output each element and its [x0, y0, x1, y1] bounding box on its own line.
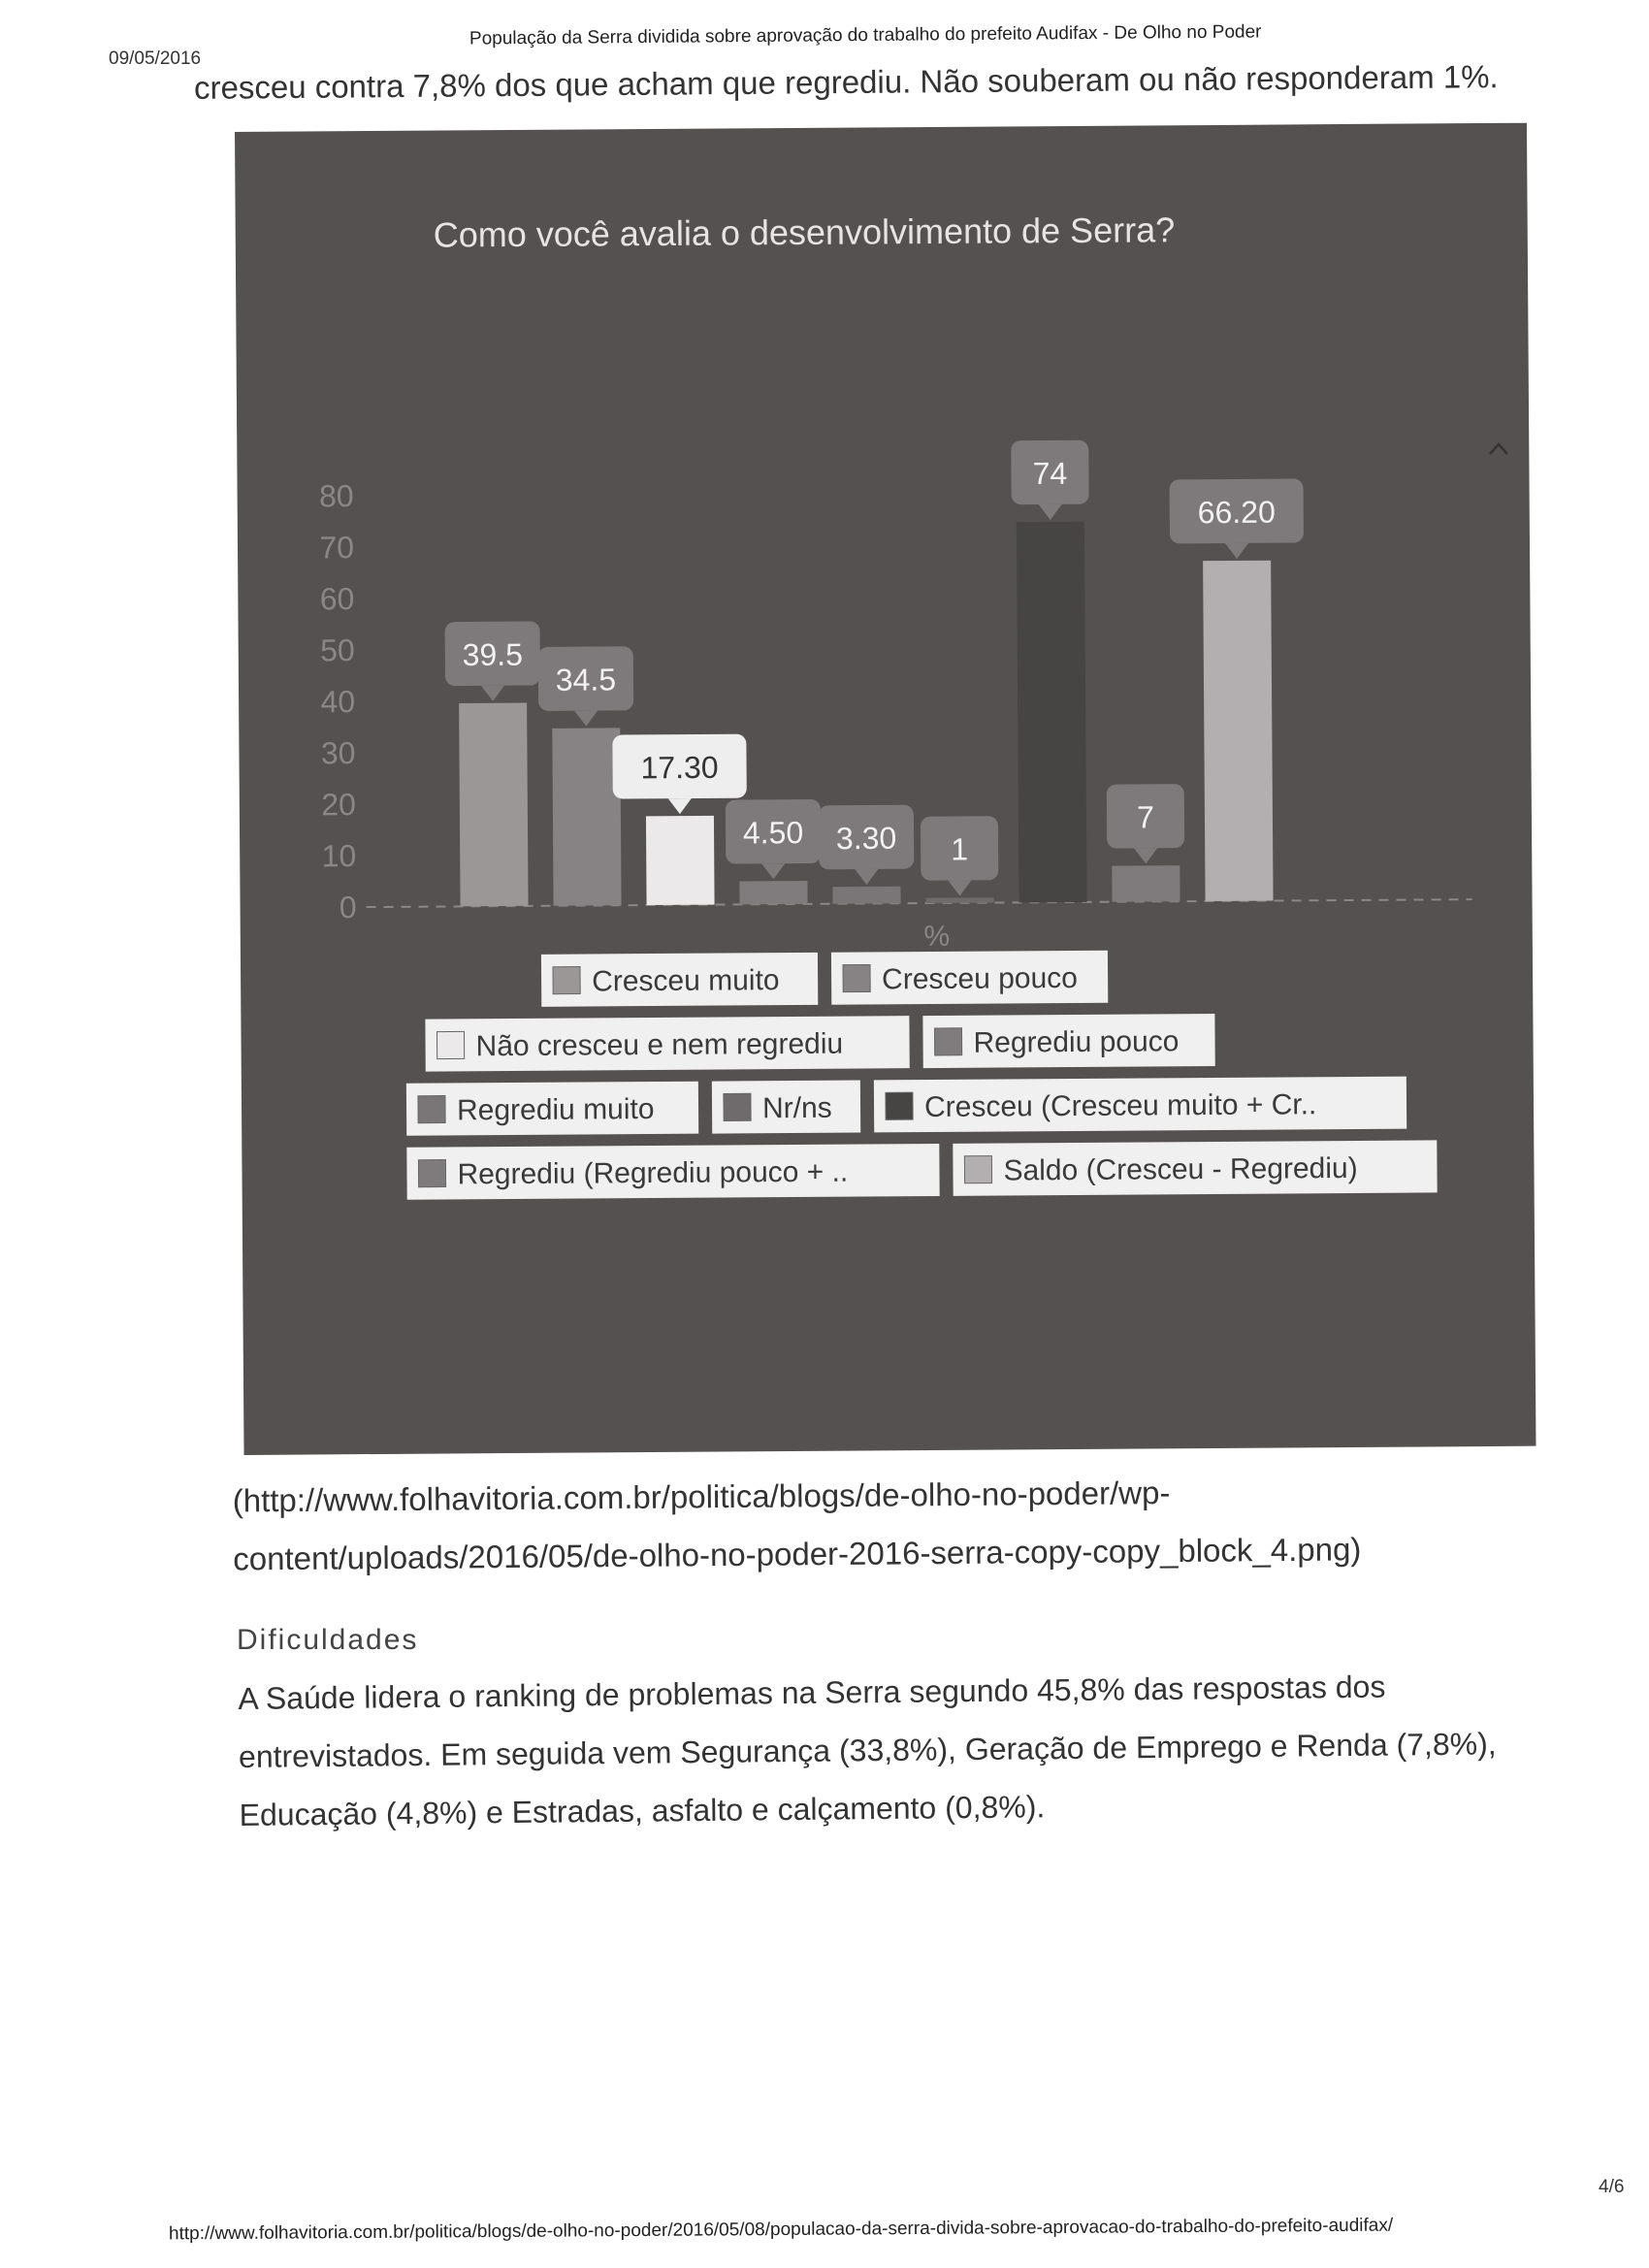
source-line: content/uploads/2016/05/de-olho-no-poder-2016-serra-copy-copy_block_4.png) — [233, 1531, 1362, 1577]
data-label-callout — [538, 646, 634, 727]
baseline — [367, 899, 1472, 907]
bar — [459, 703, 528, 907]
legend-item — [712, 1081, 860, 1134]
y-tick-label: 60 — [319, 581, 355, 617]
legend-swatch — [436, 1031, 464, 1058]
legend-label: Cresceu muito — [592, 964, 780, 998]
legend-item — [541, 953, 818, 1007]
y-tick-label: 50 — [320, 632, 355, 668]
legend-label: Cresceu pouco — [882, 961, 1079, 996]
data-label-callout — [726, 799, 822, 880]
y-tick-label: 30 — [320, 735, 356, 771]
callout-pointer — [855, 869, 878, 885]
print-date: 09/05/2016 — [109, 49, 202, 69]
callout-pointer — [948, 880, 971, 895]
callout-pointer — [1134, 848, 1157, 863]
chart-title: Como você avalia o desenvolvimento de Serra? — [433, 210, 1176, 255]
data-label-callout — [1011, 440, 1089, 521]
bar — [646, 816, 715, 905]
callout-pointer — [481, 686, 504, 701]
callout-pointer — [761, 863, 785, 879]
legend-label: Cresceu (Cresceu muito + Cr.. — [923, 1088, 1317, 1124]
legend-swatch — [418, 1160, 445, 1187]
data-label: 3.30 — [835, 820, 897, 857]
source-line: (http://www.folhavitoria.com.br/politica/blogs/de-olho-no-poder/wp- — [232, 1474, 1171, 1519]
y-tick-label: 10 — [321, 838, 357, 874]
legend-item — [922, 1014, 1214, 1068]
y-tick-label: 0 — [339, 890, 357, 925]
body-line: A Saúde lidera o ranking de problemas na Serra segundo 45,8% das respostas dos — [238, 1669, 1386, 1716]
y-tick-label: 80 — [318, 478, 354, 514]
lead-paragraph: cresceu contra 7,8% dos que acham que regrediu. Não souberam ou não responderam 1%. — [193, 58, 1499, 106]
y-tick-label: 70 — [319, 530, 355, 566]
body-line: entrevistados. Em seguida vem Segurança (33,8%), Geração de Emprego e Renda (7,8%), — [238, 1726, 1497, 1774]
print-page-title: População da Serra dividida sobre aprovação do trabalho do prefeito Audifax - De Olho no Poder — [469, 21, 1262, 49]
section-heading: Dificuldades — [237, 1624, 419, 1656]
legend-swatch — [934, 1028, 961, 1055]
legend-label: Não cresceu e nem regrediu — [475, 1027, 844, 1063]
data-label: 74 — [1032, 455, 1068, 492]
legend-swatch — [964, 1156, 991, 1183]
callout-pointer — [574, 711, 598, 727]
data-label: 34.5 — [555, 662, 617, 697]
data-label: 66.20 — [1197, 494, 1276, 531]
data-label-callout — [921, 816, 999, 896]
x-axis-label: % — [923, 920, 951, 954]
legend-label: Regrediu muito — [456, 1093, 655, 1127]
page-number: 4/6 — [1599, 2177, 1625, 2197]
legend-swatch — [843, 964, 870, 991]
legend-item — [406, 1144, 939, 1200]
image-source[interactable] — [233, 1462, 1446, 1589]
legend-swatch — [724, 1093, 751, 1120]
bar — [1203, 561, 1273, 901]
bar — [1017, 522, 1087, 903]
data-label-callout — [612, 734, 747, 815]
legend-label: Nr/ns — [761, 1091, 832, 1125]
legend-item — [831, 951, 1108, 1005]
section-body — [238, 1656, 1530, 1844]
data-label-callout — [1170, 478, 1305, 559]
callout-pointer — [1225, 543, 1248, 559]
legend-item — [425, 1016, 909, 1071]
legend-item — [953, 1140, 1437, 1195]
bar — [1112, 865, 1180, 902]
bar — [552, 728, 621, 905]
footer-url: http://www.folhavitoria.com.br/politica/blogs/de-olho-no-poder/2016/05/08/populacao-da-serra-divida-sobre-aprovacao-do-trabalho-do-prefeito-audifax/ — [168, 2215, 1394, 2245]
bar-chart — [235, 123, 1536, 1455]
legend-item — [874, 1077, 1406, 1133]
legend-swatch — [886, 1092, 913, 1119]
legend-item — [406, 1082, 698, 1136]
legend — [405, 948, 1438, 1199]
data-label: 17.30 — [640, 749, 719, 786]
data-label: 4.50 — [742, 815, 804, 851]
bar — [926, 897, 994, 903]
y-tick-label: 40 — [320, 684, 356, 720]
bar — [739, 881, 807, 904]
data-label: 7 — [1136, 799, 1154, 835]
callout-pointer — [1039, 504, 1062, 520]
bar — [832, 887, 900, 904]
legend-label: Regrediu pouco — [973, 1025, 1180, 1059]
legend-swatch — [553, 967, 580, 994]
data-label: 1 — [951, 831, 969, 867]
legend-swatch — [418, 1096, 445, 1123]
y-tick-label: 20 — [321, 787, 356, 823]
legend-label: Regrediu (Regrediu pouco + .. — [457, 1155, 849, 1191]
chart-figure — [235, 123, 1536, 1455]
body-line: Educação (4,8%) e Estradas, asfalto e calçamento (0,8%). — [239, 1789, 1046, 1832]
data-label-callout — [445, 621, 541, 701]
data-label-callout — [1107, 784, 1185, 864]
data-label: 39.5 — [462, 636, 524, 673]
callout-pointer — [668, 798, 692, 814]
legend-label: Saldo (Cresceu - Regrediu) — [1003, 1151, 1358, 1187]
chevron-up-icon[interactable] — [1488, 438, 1509, 460]
data-label-callout — [819, 805, 915, 886]
